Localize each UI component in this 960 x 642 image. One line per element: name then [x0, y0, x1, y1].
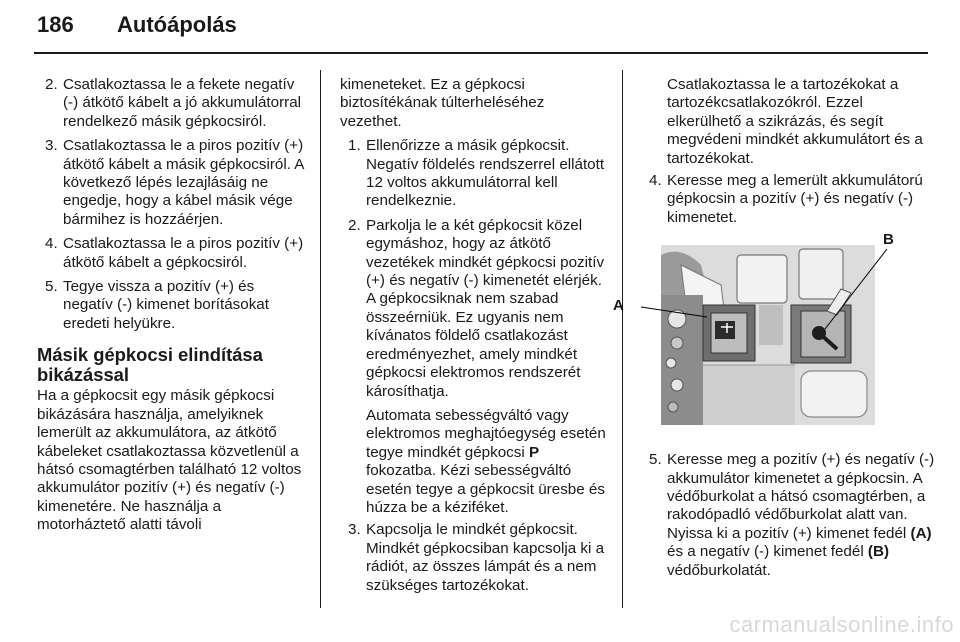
item-text: Kapcsolja le mindkét gépkocsit. Mindkét gépkocsiban kapcsolja ki a rádiót, az összes lámpát és a nem szükséges tartozékokat. — [366, 521, 605, 594]
item-text: Ellenőrizze a másik gépkocsit. Negatív földelés rendszerrel ellátott 12 voltos akkumulátorral kell rendelkeznie. — [366, 137, 605, 210]
item-text: Csatlakoztassa le a piros pozitív (+) átkötő kábelt a gépkocsiról. — [63, 235, 304, 271]
column-divider-2 — [622, 70, 623, 608]
column-1 — [37, 76, 305, 541]
note-text: fokozatba. Kézi sebességváltó esetén tegye a gépkocsit üresbe és húzza be a kéziféket. — [366, 462, 605, 516]
item-text: Keresse meg a pozitív (+) és negatív (-) akkumulátor kimenetet a gépkocsin. A védőburkolat a hátsó csomagtérben, a rakodópadló védőburkolat alatt van. Nyissa ki a pozitív (+) kimenet fedél — [667, 451, 935, 542]
column-divider-1 — [320, 70, 321, 608]
battery-terminal-illustration — [641, 245, 937, 435]
column-3 — [613, 76, 937, 586]
header-rule — [34, 52, 928, 54]
item-text: Csatlakoztassa le a piros pozitív (+) átkötő kábelt a másik gépkocsiról. A következő lépés lezajlásáig ne engedje, hogy a kábel másik vége bármihez is hozzáérjen. — [63, 137, 304, 228]
list-item — [641, 451, 937, 580]
item-number: 2. — [348, 216, 361, 234]
item-number: 3. — [45, 137, 58, 155]
note-text: Automata sebességváltó vagy elektromos meghajtóegység esetén tegye mindkét gépkocsi — [366, 406, 606, 461]
item-number: 5. — [649, 451, 662, 469]
page-title: Autóápolás — [117, 12, 237, 37]
item-text: védőburkolatát. — [667, 561, 771, 579]
note-bold: P — [528, 443, 540, 461]
list-item — [37, 235, 305, 272]
item-text: és a negatív (-) kimenet fedél — [667, 543, 868, 561]
list-item — [340, 217, 608, 401]
intro-paragraph: Csatlakoztassa le a tartozékokat a tartozékcsatlakozókról. Ezzel elkerülhető a szikrázás, és segít megvédeni mindkét akkumulátort és a tartozékokat. — [667, 76, 923, 167]
list-item — [37, 137, 305, 229]
item-number: 5. — [45, 278, 58, 296]
item-number: 4. — [45, 235, 58, 253]
intro-paragraph: kimeneteket. Ez a gépkocsi biztosítékának túlterheléséhez vezethet. — [340, 76, 545, 130]
watermark: carmanualsonline.info — [729, 612, 954, 637]
cover-a-ref: (A) — [910, 524, 932, 542]
list-item — [37, 278, 305, 333]
battery-terminal-figure — [613, 231, 937, 435]
section-paragraph: Ha a gépkocsit egy másik gépkocsi bikázására használja, amelyiknek lemerült az akkumulátora, az átkötő kábeleket csatlakoztassa közvetlenül a hátsó csomagtérben található 12 voltos akkumulátor pozitív (+) és negatív (-) kimenetére. Ne használja a motorháztető alatti távoli — [37, 387, 302, 534]
transmission-note — [340, 407, 608, 517]
list-item — [37, 76, 305, 131]
page-number: 186 — [37, 12, 74, 37]
item-text: Keresse meg a lemerült akkumulátorú gépkocsin a pozitív (+) és negatív (-) kimenetet. — [667, 172, 923, 226]
item-text: Csatlakoztassa le a fekete negatív (-) átkötő kábelt a jó akkumulátorral rendelkező másik gépkocsiról. — [63, 76, 302, 130]
list-item — [641, 172, 937, 227]
item-text: Parkolja le a két gépkocsit közel egymáshoz, hogy az átkötő vezetékek mindkét gépkocsi pozitív (+) és negatív (-) kimenetét elérjék. A gépkocsiknak nem szabad összeérniük. Ez ugyanis nem kívánatos földelő csatlakozást eredményezhet, amely mindkét gépkocsi elektromos rendszerét károsíthatja. — [366, 216, 605, 400]
section-heading: Másik gépkocsi elindítása bikázással — [37, 344, 263, 386]
label-b: B — [883, 231, 894, 249]
column-2 — [340, 76, 608, 601]
item-number: 4. — [649, 172, 662, 190]
list-item — [340, 137, 608, 211]
item-number: 2. — [45, 76, 58, 93]
list-item — [340, 521, 608, 595]
cover-b-ref: (B) — [867, 543, 890, 561]
label-a: A — [613, 297, 624, 315]
item-number: 1. — [348, 137, 361, 155]
page-header — [0, 0, 960, 60]
item-number: 3. — [348, 521, 361, 539]
item-text: Tegye vissza a pozitív (+) és negatív (-) kimenet borításokat eredeti helyükre. — [63, 278, 269, 332]
